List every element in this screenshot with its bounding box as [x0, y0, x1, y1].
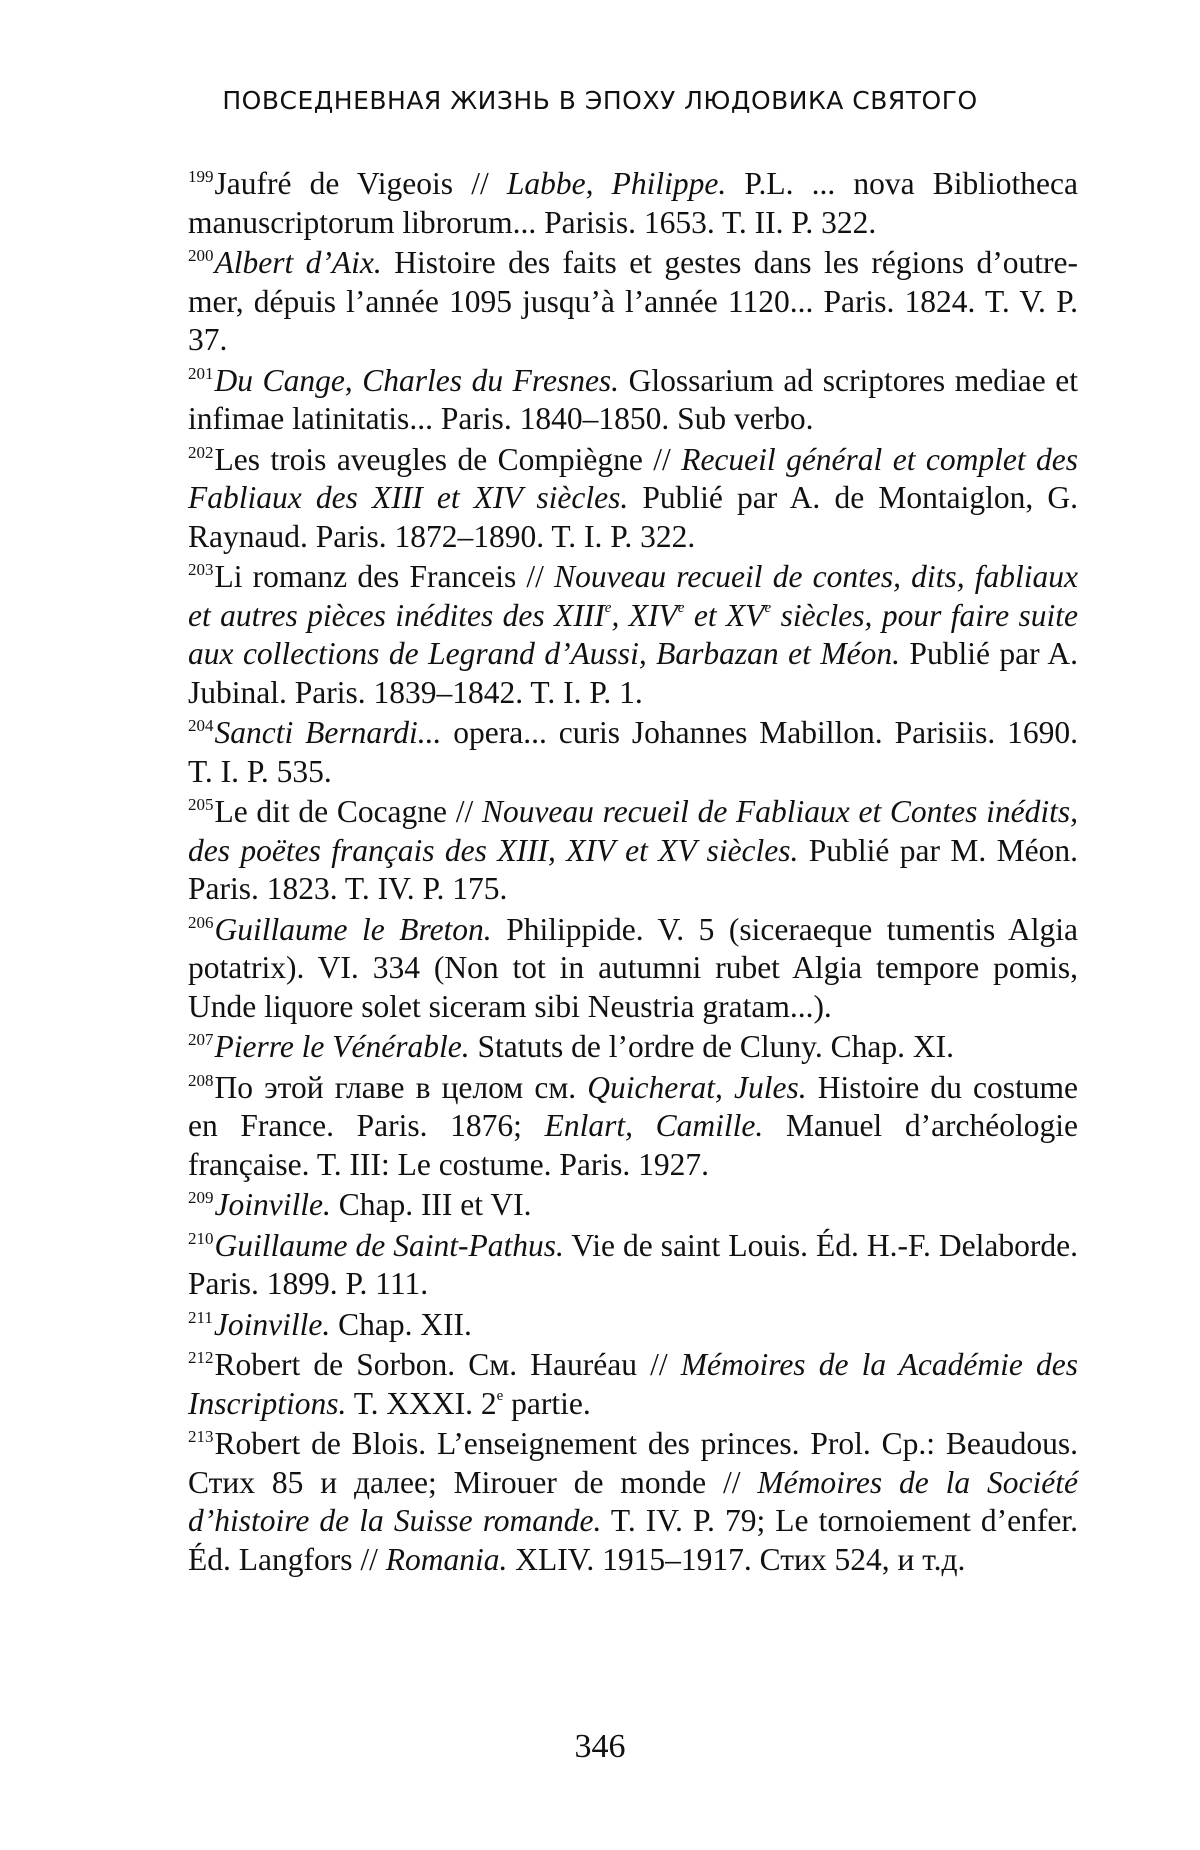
endnote-text: Histoire des faits et gestes dans les régions d’outre-mer, dépuis l’année 1095 jusqu’à l’année 1120... Paris. 1824. T. V. P. 37. — [188, 245, 1078, 357]
endnote-number: 201 — [188, 363, 214, 383]
endnote-text: Statuts de l’ordre de Cluny. Chap. XI. — [469, 1029, 954, 1064]
endnote-text: XLIV. 1915–1917. Стих 524, и т.д. — [507, 1541, 966, 1577]
endnote-number: 203 — [188, 560, 214, 579]
endnote-text: Robert de Blois. L’enseignement des princes. Prol. Ср.: Beaudous. Стих 85 и далее; Mirouer de monde // — [188, 1426, 1078, 1500]
endnote — [188, 911, 1078, 1027]
endnote-italic-text: e — [677, 599, 685, 616]
endnote-text: P.L. ... nova Bibliotheca manuscriptorum librorum... Parisis. 1653. T. II. P. 322. — [188, 166, 1078, 240]
endnote — [188, 362, 1078, 439]
endnote-text: По этой главе в целом см. — [214, 1069, 588, 1105]
endnote-italic-text: siècles, pour faire suite aux collections de Legrand d’Aussi, Barbazan et Méon. — [188, 597, 1078, 671]
endnote-text: Glossarium ad scriptores mediae et infimae latinitatis... Paris. 1840–1850. Sub verbo. — [188, 362, 1078, 436]
endnote-number: 199 — [188, 167, 214, 186]
endnote-number: 209 — [188, 1188, 214, 1207]
endnote-text: Robert de Sorbon. См. Hauréau // — [214, 1347, 681, 1382]
endnote-number: 213 — [188, 1427, 214, 1446]
endnote — [188, 441, 1078, 557]
endnote-italic-text: Mémoires de la Académie des Inscriptions. — [188, 1347, 1079, 1421]
endnote-text: Philippide. V. 5 (siceraeque tumentis Algia potatrix). VI. 334 (Non tot in autumni rubet Algia tempore pomis, Unde liquore solet siceram sibi Neustria gratam...). — [188, 911, 1079, 1024]
endnote-number: 212 — [188, 1348, 214, 1367]
endnote-number: 207 — [188, 1030, 214, 1049]
endnote-text: Publié par A. de Montaiglon, G. Raynaud. Paris. 1872–1890. T. I. P. 322. — [188, 480, 1078, 554]
endnote — [188, 1306, 1078, 1345]
endnote-text: Jaufré de Vigeois // — [214, 166, 507, 201]
endnote-italic-text: Pierre le Vénérable. — [214, 1029, 470, 1064]
endnote — [188, 165, 1078, 242]
running-head: ПОВСЕДНЕВНАЯ ЖИЗНЬ В ЭПОХУ ЛЮДОВИКА СВЯТОГО — [222, 86, 978, 115]
page-number: 346 — [574, 1728, 626, 1765]
endnote-text: T. IV. P. 79; Le tornoiement d’enfer. Éd. Langfors // — [188, 1503, 1078, 1577]
endnote-italic-text: e — [764, 599, 772, 616]
endnote-italic-text: Quicherat, Jules. — [587, 1069, 807, 1105]
endnote-text: Publié par A. Jubinal. Paris. 1839–1842. T. I. P. 1. — [188, 636, 1078, 710]
endnote-text: Chap. XII. — [330, 1306, 472, 1342]
endnote — [188, 244, 1078, 360]
endnote-text: Le dit de Cocagne // — [214, 794, 482, 829]
endnote-text: partie. — [503, 1385, 591, 1421]
endnote-text: Vie de saint Louis. Éd. H.-F. Delaborde. Paris. 1899. P. 111. — [188, 1227, 1078, 1301]
endnote-text: Chap. III et VI. — [330, 1187, 532, 1222]
endnote — [188, 714, 1078, 791]
endnote-italic-text: Albert d’Aix. — [214, 245, 382, 280]
endnote — [188, 1186, 1078, 1225]
endnote-text: Histoire du costume en France. Paris. 1876; — [188, 1069, 1078, 1143]
endnote-number: 205 — [188, 795, 214, 814]
endnote-italic-text: Enlart, Camille. — [544, 1108, 764, 1143]
endnote-italic-text: Du Cange, Charles du Fresnes. — [214, 362, 620, 398]
endnote-italic-text: et XV — [684, 597, 765, 633]
endnote — [188, 1425, 1078, 1579]
endnote-text: Li romanz des Franceis // — [214, 559, 555, 594]
endnote-italic-text: Guillaume le Breton. — [214, 911, 492, 947]
endnote — [188, 1227, 1078, 1304]
endnote-italic-text: Sancti Bernardi... — [214, 715, 442, 750]
endnote-italic-text: Recueil général et complet des Fabliaux des XIII et XIV siècles. — [188, 441, 1078, 515]
endnote — [188, 558, 1078, 712]
endnote-italic-text: Joinville. — [213, 1306, 331, 1342]
endnotes-list — [188, 165, 1078, 1581]
endnote-number: 200 — [188, 246, 214, 265]
endnote — [188, 1028, 1078, 1067]
endnote-text: T. XXXI. 2 — [346, 1385, 497, 1421]
endnote-italic-text: Nouveau recueil de Fabliaux et Contes inédits, des poëtes français des XIII, XIV et XV siècles. — [188, 794, 1078, 868]
endnote-italic-text: Romania. — [385, 1541, 508, 1577]
endnote-italic-text: Guillaume de Saint-Pathus. — [214, 1227, 564, 1263]
endnote-italic-text: , XIV — [611, 597, 678, 633]
endnote-number: 202 — [188, 442, 214, 462]
endnote — [188, 793, 1078, 909]
endnote — [188, 1069, 1078, 1185]
endnote-text: Manuel d’archéologie française. T. III: Le costume. Paris. 1927. — [188, 1108, 1078, 1182]
endnote-text: Les trois aveugles de Compiègne // — [214, 441, 682, 477]
endnote-text: opera... curis Johannes Mabillon. Parisiis. 1690. T. I. P. 535. — [188, 715, 1079, 789]
endnote-text: Publié par M. Méon. Paris. 1823. T. IV. P. 175. — [188, 832, 1078, 906]
endnote-number: 211 — [188, 1307, 213, 1327]
endnote-number: 208 — [188, 1070, 214, 1090]
endnote-number: 206 — [188, 912, 214, 932]
endnote-number: 204 — [188, 716, 214, 735]
endnote-number: 210 — [188, 1228, 214, 1248]
endnote-italic-text: e — [604, 599, 612, 616]
endnote-italic-text: Nouveau recueil de contes, dits, fabliaux et autres pièces inédites des XIII — [188, 559, 1078, 633]
endnote-text: e — [496, 1387, 504, 1404]
endnote-italic-text: Labbe, Philippe. — [506, 166, 727, 201]
endnote-italic-text: Joinville. — [214, 1187, 331, 1222]
endnote — [188, 1346, 1078, 1423]
endnote-italic-text: Mémoires de la Société d’histoire de la Suisse romande. — [188, 1464, 1079, 1538]
